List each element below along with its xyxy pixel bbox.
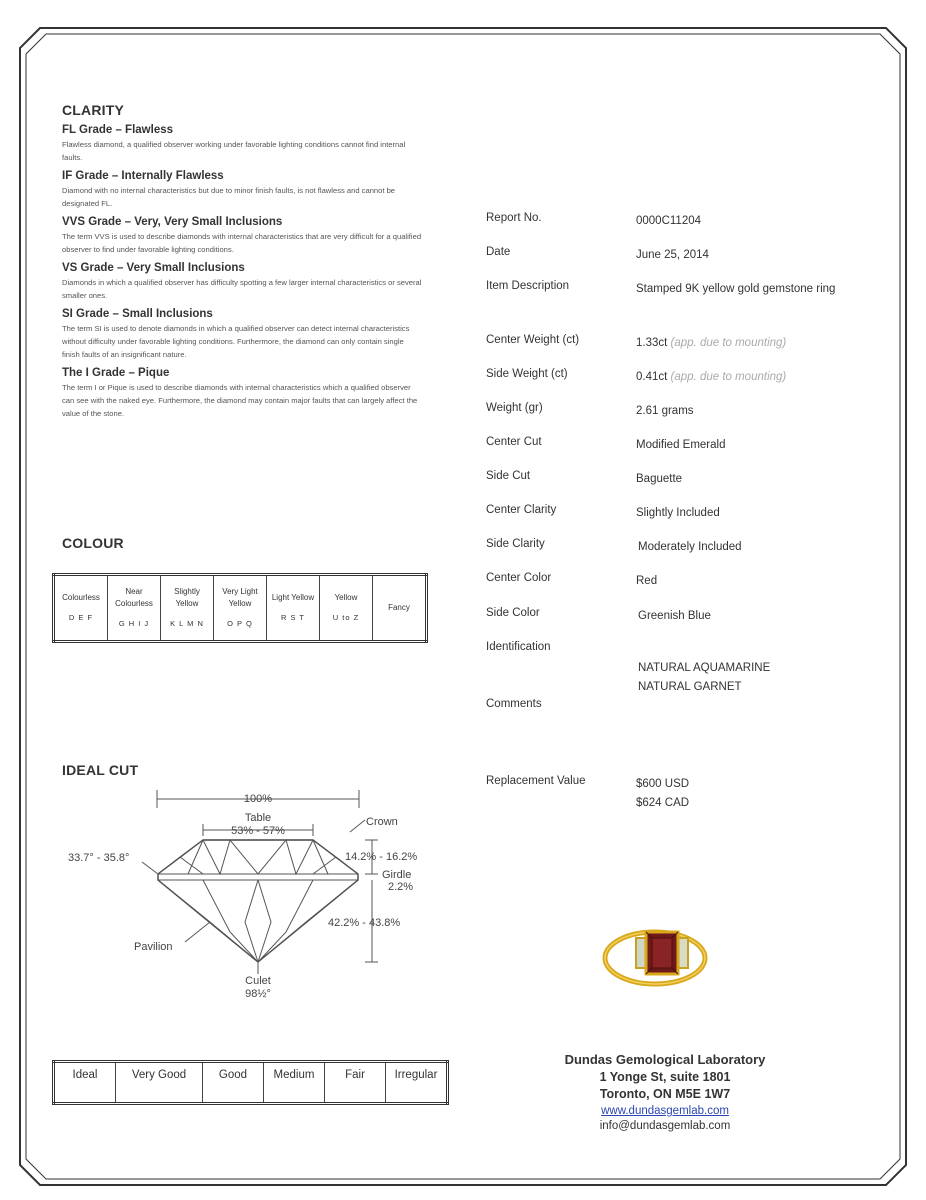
replacement-value: $624 CAD: [636, 797, 690, 809]
cut-grade-cell: Medium: [264, 1062, 325, 1104]
identification-value: NATURAL GARNET: [638, 681, 742, 693]
item-description-label: Item Description: [486, 280, 570, 292]
ring-photo: [600, 918, 710, 998]
cut-grade-cell: Ideal: [54, 1062, 116, 1104]
center-color-value: Red: [636, 575, 658, 587]
grade-description: Flawless diamond, a qualified observer working under favorable lighting conditions cannot find internal faults.: [62, 140, 406, 162]
table-100pct-label: 100%: [243, 793, 273, 805]
cut-grade-table: [52, 1060, 449, 1105]
center-weight-note: (app. due to mounting): [670, 337, 787, 349]
cut-grade-cell: Fair: [325, 1062, 386, 1104]
clarity-title: CLARITY: [62, 102, 125, 118]
side-cut-label: Side Cut: [486, 470, 531, 482]
grade-heading: IF Grade – Internally Flawless: [62, 170, 224, 182]
center-clarity-value: Slightly Included: [636, 507, 720, 519]
replacement-value: $600 USD: [636, 778, 690, 790]
colour-range: R S T: [280, 613, 306, 622]
colour-cell: [267, 575, 320, 642]
grade-description: The term VVS is used to describe diamonds with internal characteristics that are very difficult for a qualified observer to find under favorable lighting conditions.: [62, 232, 422, 254]
pavilion-depth-label: 42.2% - 43.8%: [328, 917, 401, 929]
lab-website-link[interactable]: www.dundasgemlab.com: [601, 1105, 729, 1117]
colour-range: O P Q: [227, 619, 253, 628]
grade-heading: SI Grade – Small Inclusions: [62, 308, 213, 320]
grade-description: The term I or Pique is used to describe diamonds with internal characteristics which a qualified observer can see with the naked eye. Furthermore, the diamond may contain major faults that can largely affect the value of the stone.: [62, 383, 418, 418]
culet-angle-label: 98½°: [245, 988, 271, 1000]
colour-label: Slightly Yellow: [174, 587, 200, 608]
ideal-cut-diagram: [60, 782, 440, 1007]
colour-label: Fancy: [388, 603, 410, 612]
crown-height-label: 14.2% - 16.2%: [345, 851, 418, 863]
cut-grade-cell: Good: [203, 1062, 264, 1104]
crown-label: Crown: [366, 816, 398, 828]
colour-range: U to Z: [332, 613, 360, 622]
cut-grade-cell: Irregular: [386, 1062, 448, 1104]
weight-value: 2.61 grams: [636, 405, 694, 417]
report-no-label: Report No.: [486, 212, 542, 224]
item-description-value: Stamped 9K yellow gold gemstone ring: [636, 283, 836, 295]
comments-label: Comments: [486, 698, 542, 710]
clarity-grade: [62, 262, 422, 302]
pavilion-label: Pavilion: [134, 941, 173, 953]
identification-label: Identification: [486, 641, 551, 653]
side-weight-label: Side Weight (ct): [486, 368, 568, 380]
grade-description: Diamond with no internal characteristics but due to minor finish faults, is not flawless and cannot be designated FL.: [62, 186, 396, 208]
colour-cell: [320, 575, 373, 642]
colour-label: Very Light Yellow: [222, 587, 258, 608]
culet-label: Culet: [245, 975, 271, 987]
side-clarity-value: Moderately Included: [638, 541, 742, 553]
colour-title: COLOUR: [62, 535, 124, 551]
lab-address-line1: 1 Yonge St, suite 1801: [599, 1070, 731, 1084]
colour-range: G H I J: [118, 619, 150, 628]
center-clarity-label: Center Clarity: [486, 504, 557, 516]
clarity-grade: [62, 170, 422, 210]
center-weight-label: Center Weight (ct): [486, 334, 580, 346]
lab-address-line2: Toronto, ON M5E 1W7: [599, 1087, 731, 1101]
colour-cell: [54, 575, 108, 642]
grade-description: The term SI is used to denote diamonds in which a qualified observer can detect internal characteristics without difficulty under favorable lighting conditions. Furthermore, the diamond can only contain single finish faults of an insignificant nature.: [62, 324, 410, 359]
lab-name: Dundas Gemological Laboratory: [564, 1052, 766, 1067]
grade-heading: FL Grade – Flawless: [62, 124, 174, 136]
crown-angle-label: 33.7° - 35.8°: [68, 852, 130, 864]
table-range-label: 53% - 57%: [231, 825, 285, 837]
date-value: June 25, 2014: [636, 249, 709, 261]
colour-label: Yellow: [334, 593, 358, 602]
colour-range: K L M N: [170, 619, 204, 628]
side-clarity-label: Side Clarity: [486, 538, 545, 550]
cut-grade-cell: Very Good: [116, 1062, 203, 1104]
clarity-grade: [62, 124, 422, 164]
center-cut-label: Center Cut: [486, 436, 542, 448]
side-weight-value: 0.41ct: [636, 371, 668, 383]
clarity-grade: [62, 367, 422, 420]
colour-cell: [108, 575, 161, 642]
center-weight-value: 1.33ct: [636, 337, 668, 349]
grade-heading: The I Grade – Pique: [62, 367, 170, 379]
side-weight-note: (app. due to mounting): [670, 371, 787, 383]
colour-scale-table: [52, 573, 428, 643]
date-label: Date: [486, 246, 511, 258]
grade-heading: VS Grade – Very Small Inclusions: [62, 262, 245, 274]
girdle-pct-label: 2.2%: [388, 881, 414, 893]
colour-label: Near Colourless: [115, 587, 153, 608]
grade-description: Diamonds in which a qualified observer has difficulty spotting a few larger internal characteristics or several smaller ones.: [62, 278, 422, 300]
colour-label: Light Yellow: [271, 593, 315, 602]
clarity-grade: [62, 308, 422, 361]
center-cut-value: Modified Emerald: [636, 439, 726, 451]
ideal-cut-title: IDEAL CUT: [62, 762, 139, 778]
lab-email[interactable]: info@dundasgemlab.com: [599, 1120, 731, 1132]
colour-cell: [214, 575, 267, 642]
center-color-label: Center Color: [486, 572, 552, 584]
colour-cell: [373, 575, 427, 642]
colour-cell: [161, 575, 214, 642]
colour-range: D E F: [68, 613, 94, 622]
girdle-label: Girdle: [382, 869, 412, 881]
side-color-value: Greenish Blue: [638, 610, 711, 622]
weight-label: Weight (gr): [486, 402, 543, 414]
table-label: Table: [244, 812, 272, 824]
lab-info: [500, 1052, 830, 1132]
report-no-value: 0000C11204: [636, 215, 702, 227]
grade-heading: VVS Grade – Very, Very Small Inclusions: [62, 216, 283, 228]
identification-value: NATURAL AQUAMARINE: [638, 662, 771, 674]
colour-label: Colourless: [62, 593, 100, 602]
clarity-section: [62, 102, 422, 420]
side-color-label: Side Color: [486, 607, 540, 619]
side-cut-value: Baguette: [636, 473, 683, 485]
replacement-value-label: Replacement Value: [486, 775, 586, 787]
clarity-grade: [62, 216, 422, 256]
